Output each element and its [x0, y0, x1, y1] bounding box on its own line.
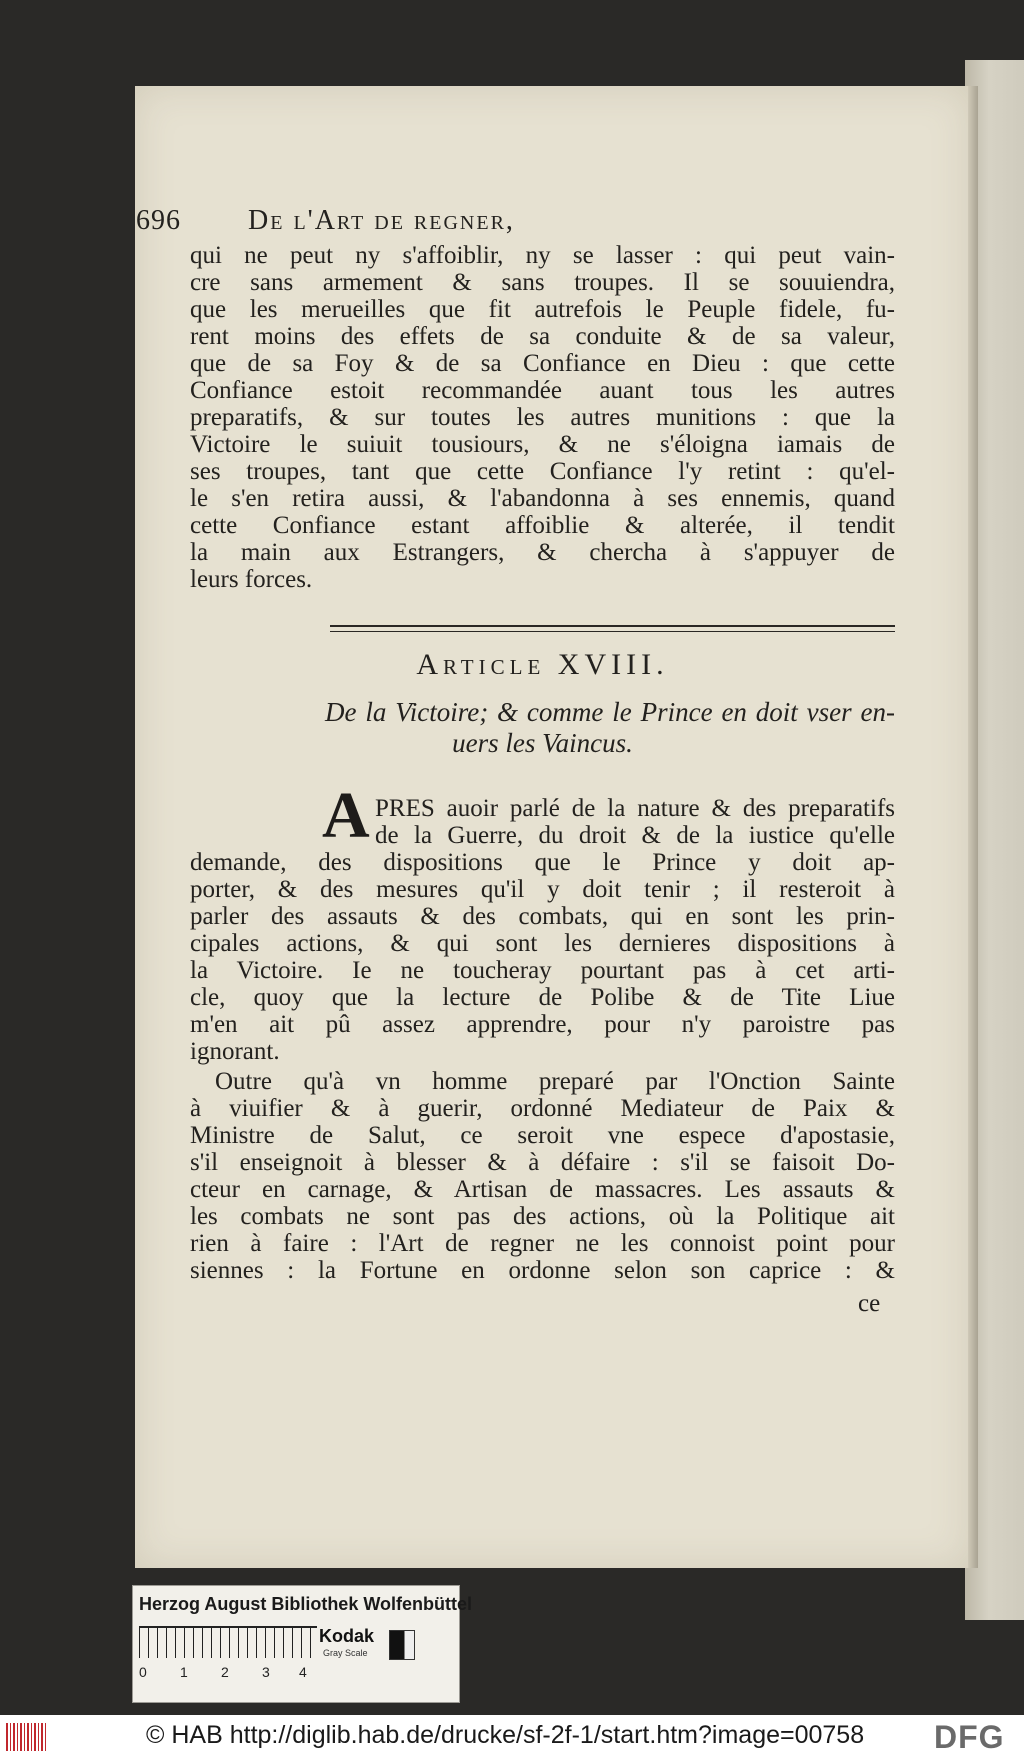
- text-line: la main aux Estrangers, & chercha à s'appuyer de: [190, 539, 895, 566]
- text-line: cteur en carnage, & Artisan de massacres. Les assauts &: [190, 1176, 895, 1203]
- text-line: cre sans armement & sans troupes. Il se souuiendra,: [190, 269, 895, 296]
- ruler-scale: [139, 1626, 317, 1658]
- gray-scale-label: Gray Scale: [323, 1648, 368, 1658]
- text-line: demande, des dispositions que le Prince y doit ap-: [190, 849, 895, 876]
- page-gutter-shadow: [968, 86, 978, 1568]
- library-scale-card: [132, 1585, 472, 1703]
- text-line: cette Confiance estant affoiblie & alterée, il tendit: [190, 512, 895, 539]
- gray-swatch: [389, 1630, 415, 1660]
- text-line: preparatifs, & sur toutes les autres munitions : que la: [190, 404, 895, 431]
- barcode-logo-icon: [6, 1723, 46, 1751]
- text-line: cle, quoy que la lecture de Polibe & de Tite Liue: [190, 984, 895, 1011]
- scale-number: 4: [299, 1664, 307, 1680]
- footer-copyright-link[interactable]: © HAB http://diglib.hab.de/drucke/sf-2f-1/start.htm?image=00758: [146, 1721, 865, 1749]
- text-line: les combats ne sont pas des actions, où la Politique ait: [190, 1203, 895, 1230]
- text-line: rent moins des effets de sa conduite & de sa valeur,: [190, 323, 895, 350]
- text-line: m'en ait pû assez apprendre, pour n'y paroistre pas: [190, 1011, 895, 1038]
- text-line: Confiance estoit recommandée auant tous les autres: [190, 377, 895, 404]
- text-line: porter, & des mesures qu'il y doit tenir ; il resteroit à: [190, 876, 895, 903]
- text-line: que les merueilles que fit autrefois le Peuple fidele, fu-: [190, 296, 895, 323]
- text-line: ses troupes, tant que cette Confiance l'y retint : qu'el-: [190, 458, 895, 485]
- scale-number: 3: [262, 1664, 270, 1680]
- scale-number: 1: [180, 1664, 188, 1680]
- text-line: parler des assauts & des combats, qui en sont les prin-: [190, 903, 895, 930]
- text-line: cipales actions, & qui sont les dernieres dispositions à: [190, 930, 895, 957]
- text-line: Victoire le suiuit tousiours, & ne s'éloigna iamais de: [190, 431, 895, 458]
- article-subtitle-line-2: uers les Vaincus.: [452, 728, 633, 758]
- page-number: 696: [136, 205, 181, 236]
- text-line: siennes : la Fortune en ordonne selon son caprice : &: [190, 1257, 895, 1284]
- scale-number: 2: [221, 1664, 229, 1680]
- text-line: Outre qu'à vn homme preparé par l'Onction Sainte: [215, 1068, 895, 1095]
- text-line: ignorant.: [190, 1038, 280, 1065]
- article-heading: Article XVIII.: [416, 648, 669, 681]
- dfg-logo: DFG: [934, 1719, 1005, 1755]
- text-line: qui ne peut ny s'affoiblir, ny se lasser : qui peut vain-: [190, 242, 895, 269]
- text-line: à viuifier & à guerir, ordonné Mediateur de Paix &: [190, 1095, 895, 1122]
- footer-bar: [0, 1715, 1024, 1759]
- text-line: de la Guerre, du droit & de la iustice qu'elle: [375, 822, 895, 849]
- text-line: Ministre de Salut, ce seroit vne espece d'apostasie,: [190, 1122, 895, 1149]
- text-line: leurs forces.: [190, 566, 313, 593]
- text-line: rien à faire : l'Art de regner ne les connoist point pour: [190, 1230, 895, 1257]
- section-divider-rule: [330, 625, 895, 632]
- kodak-brand: Kodak: [319, 1626, 375, 1646]
- article-subtitle-line-1: De la Victoire; & comme le Prince en doit vser en-: [325, 697, 895, 727]
- scale-number: 0: [139, 1664, 147, 1680]
- catchword: ce: [858, 1290, 881, 1317]
- text-line: la Victoire. Ie ne toucheray pourtant pas à cet arti-: [190, 957, 895, 984]
- library-name: Herzog August Bibliothek Wolfenbüttel: [139, 1594, 472, 1614]
- text-line: PRES auoir parlé de la nature & des preparatifs: [375, 795, 895, 822]
- text-line: que de sa Foy & de sa Confiance en Dieu : que cette: [190, 350, 895, 377]
- text-line: le s'en retira aussi, & l'abandonna à ses ennemis, quand: [190, 485, 895, 512]
- text-line: s'il enseignoit à blesser & à défaire : s'il se faisoit Do-: [190, 1149, 895, 1176]
- drop-cap-letter: A: [322, 779, 370, 852]
- running-title: De l'Art de regner,: [248, 205, 515, 236]
